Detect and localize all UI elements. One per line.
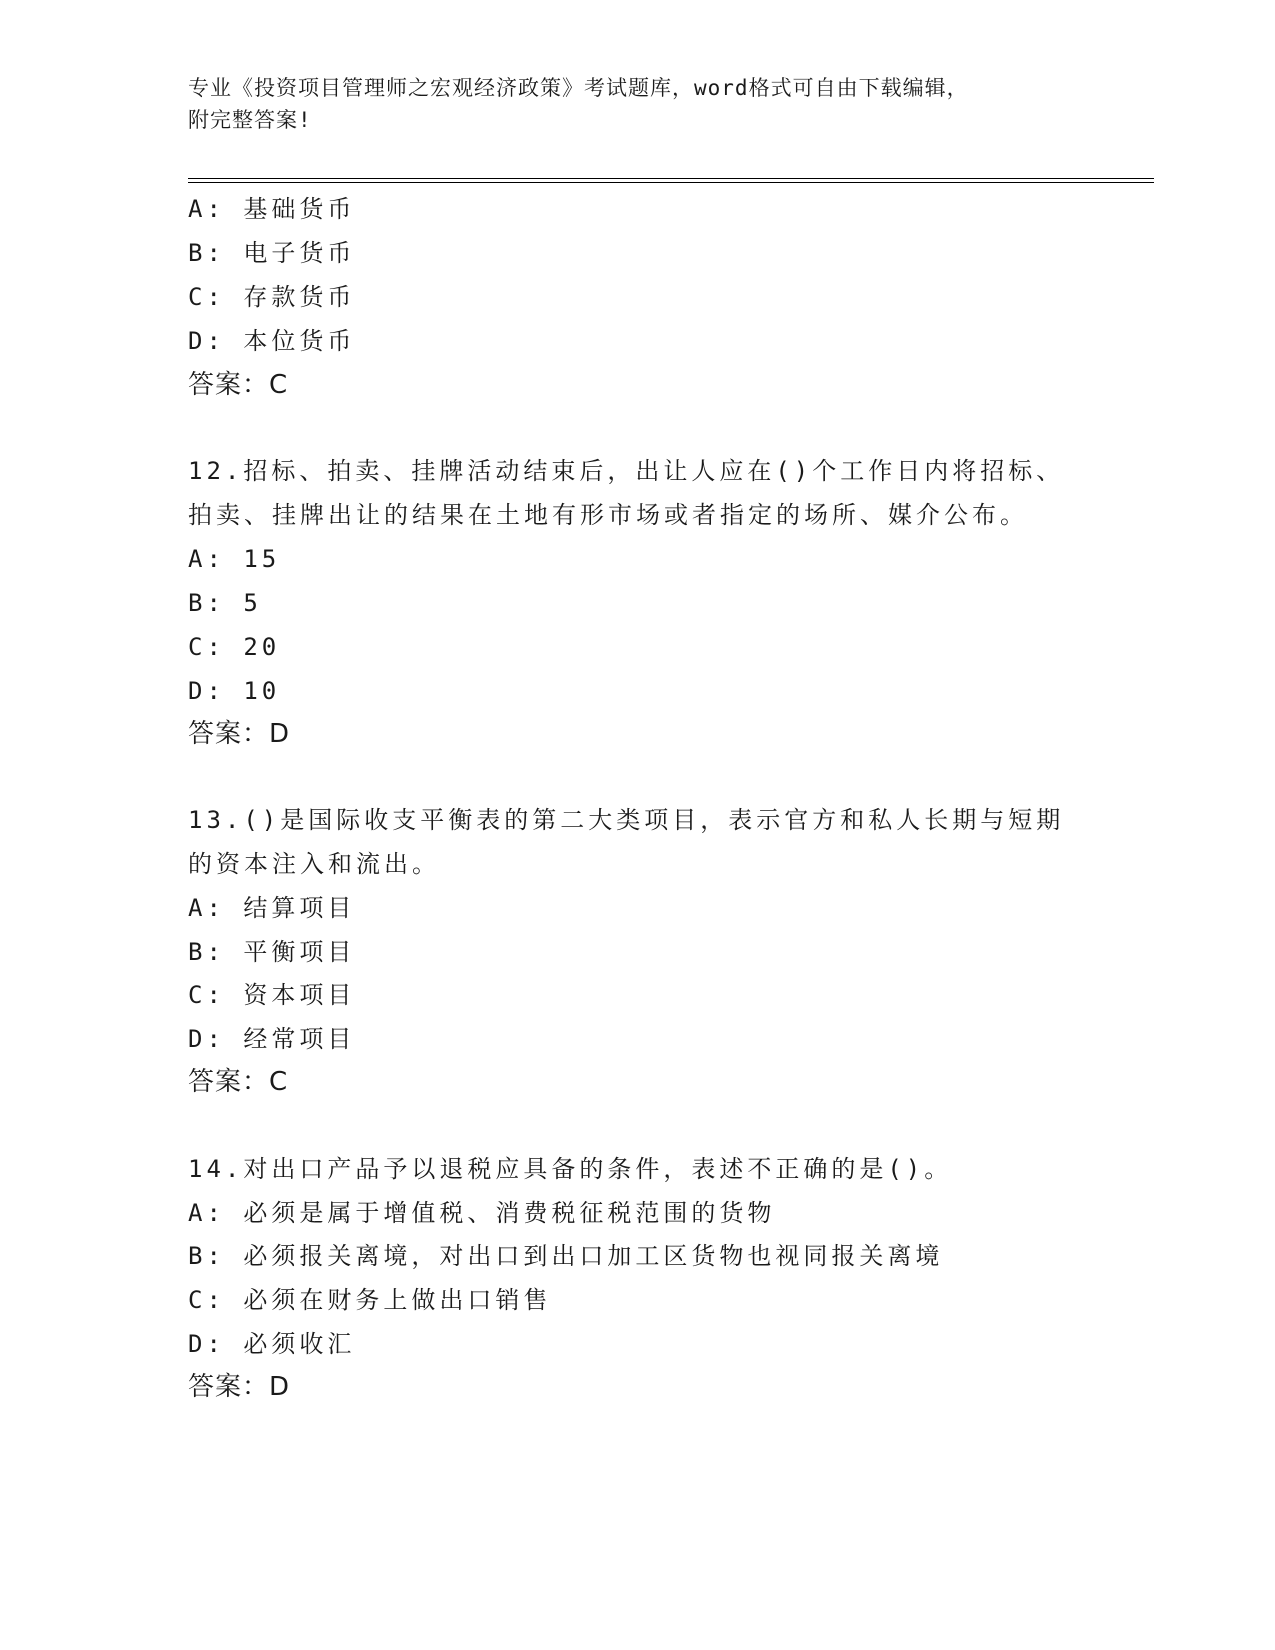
q11-option-a: A: 基础货币 [188,195,356,223]
header-divider-bottom [188,182,1154,183]
q12-stem-line-1: 12.招标、拍卖、挂牌活动结束后，出让人应在()个工作日内将招标、 [188,457,1065,485]
q11-option-b: B: 电子货币 [188,239,356,267]
q14-answer: 答案：D [188,1372,291,1402]
q14-option-c: C: 必须在财务上做出口销售 [188,1286,552,1314]
q11-option-d: D: 本位货币 [188,327,356,355]
q11-answer: 答案：C [188,370,289,400]
q12-option-b: B: 5 [188,589,262,617]
q13-option-d: D: 经常项目 [188,1025,356,1053]
q12-option-c: C: 20 [188,633,281,661]
q14-stem-line-1: 14.对出口产品予以退税应具备的条件，表述不正确的是()。 [188,1155,953,1183]
q14-option-b: B: 必须报关离境，对出口到出口加工区货物也视同报关离境 [188,1242,944,1270]
q14-option-d: D: 必须收汇 [188,1330,356,1358]
q13-stem-line-1: 13.()是国际收支平衡表的第二大类项目，表示官方和私人长期与短期 [188,806,1065,834]
q11-option-c: C: 存款货币 [188,283,356,311]
q12-option-d: D: 10 [188,677,281,705]
q13-option-a: A: 结算项目 [188,894,356,922]
q13-answer: 答案：C [188,1067,289,1097]
q13-option-c: C: 资本项目 [188,981,356,1009]
q14-option-a: A: 必须是属于增值税、消费税征税范围的货物 [188,1199,776,1227]
q12-answer: 答案：D [188,719,291,749]
document-header [188,72,1088,136]
q13-option-b: B: 平衡项目 [188,938,356,966]
q12-option-a: A: 15 [188,545,281,573]
header-line-2: 附完整答案! [188,108,312,132]
q13-stem-line-2: 的资本注入和流出。 [188,850,440,878]
header-line-1: 专业《投资项目管理师之宏观经济政策》考试题库，word格式可自由下载编辑， [188,76,969,100]
q12-stem-line-2: 拍卖、挂牌出让的结果在土地有形市场或者指定的场所、媒介公布。 [188,501,1028,529]
header-divider-top [188,178,1154,179]
